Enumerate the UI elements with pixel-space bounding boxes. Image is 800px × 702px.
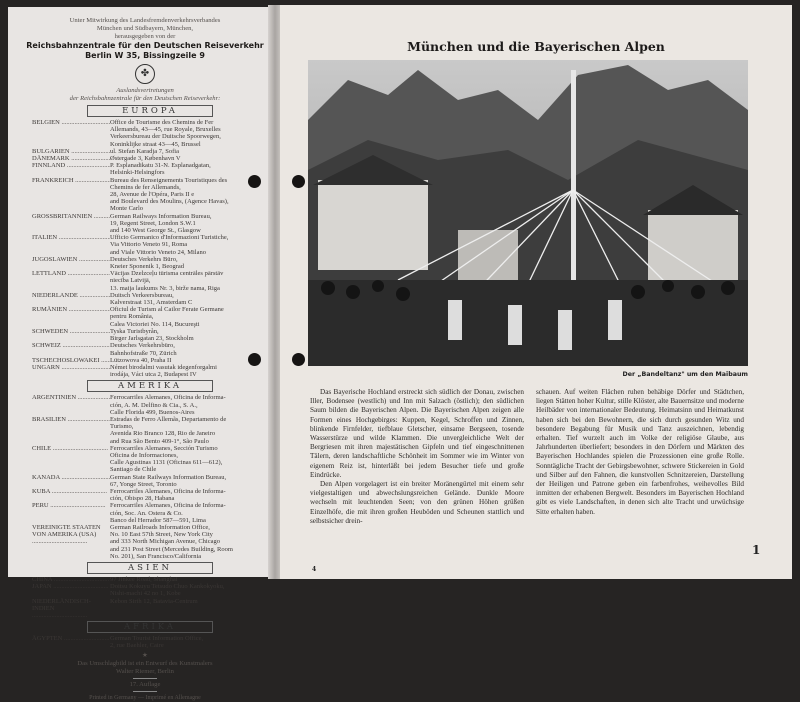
agency-address: Østergade 3, København V: [110, 155, 181, 163]
agency-entry: [32, 635, 268, 649]
agency-entry: [32, 342, 268, 356]
agency-entry: [32, 234, 268, 256]
agency-address: 97 Jinkee Road, Shanghai: [110, 575, 178, 583]
agency-list: [32, 105, 268, 650]
agency-entry: [32, 357, 268, 364]
text-column-left: [310, 388, 524, 526]
agency-address: Lützowova 40, Praha II: [110, 356, 172, 364]
agency-address: Ferrocarriles Alemanes, Oficina de Informa- ción, A. M. Delfino & Cia., S. A., Calle Florida 499, Buenos-Aires: [110, 394, 226, 416]
agency-entry: [32, 474, 268, 488]
agency-address: German State Railways Information Bureau, 67, Yonge Street, Toronto: [110, 473, 227, 488]
country-name: JAPAN .....: [32, 583, 110, 597]
agency-address: Deutsches Verkehrs Büro, Kneier Sponenik 1, Beograd: [110, 255, 185, 271]
agencies-heading: Auslandsvertretungen: [116, 87, 174, 94]
agency-address: Office de Tourisme des Chemins de Fer Allemands, 43—45, rue Royale, Bruxelles Verkeersbureau der Duitsche Spoorwegen, Koninklijke straat 43—45, Brussel: [110, 119, 221, 148]
country-name: KANADA .....: [32, 474, 110, 488]
publisher-block: [18, 17, 272, 702]
region-heading: AFRIKA: [87, 621, 213, 633]
maypole-dance-photo: [308, 60, 748, 366]
agency-entry: [32, 524, 268, 560]
agency-address: Bureau des Renseignements Touristiques des Chemins de fer Allemands, 28, Avenue de l'Opéra, Paris II e and Boulevard des Moulins, (Agence Havas), Monte Carlo: [110, 176, 229, 213]
agency-entry: [32, 306, 268, 328]
agency-entry: [32, 177, 268, 213]
rdv-emblem-icon: ✤: [135, 64, 155, 84]
printed-note: Printed in Germany — Imprimé en Allemagne: [89, 694, 201, 701]
agency-address: Kebon Sirih 12, Batavia-Centrum: [110, 597, 198, 605]
country-name: RUMÄNIEN .....: [32, 306, 110, 328]
country-name: ARGENTINIEN .....: [32, 394, 110, 416]
country-name: NIEDERLÄNDISCH-INDIEN .....: [32, 598, 110, 620]
page-number: 1: [752, 543, 761, 557]
publisher-address: Berlin W 35, Bissingzeile 9: [85, 51, 205, 60]
punch-hole: [292, 175, 305, 188]
agency-entry: [32, 445, 268, 474]
punch-hole: [248, 353, 261, 366]
country-name: SCHWEIZ .....: [32, 342, 110, 356]
agency-address: Estradas de Ferro Allemãs, Departamento de Turismo, Avenida Rio Branco 128, Rio de Janeiro and Rua São Bento 409-1°, São Paulo: [110, 415, 227, 445]
region-heading: ASIEN: [87, 562, 213, 574]
country-name: UNGARN .....: [32, 364, 110, 378]
cover-credit-artist: Walter Riemer, Berlin: [116, 667, 174, 675]
right-page: [280, 5, 792, 579]
edition: 17. Auflage: [129, 680, 161, 688]
agency-entry: [32, 119, 268, 148]
paragraph: schauen. Auf weiten Flächen ruhen behäbige Dörfer und Städtchen, liegen Stätten hoher Kultur, stille Klöster, alte Bauernsitze und moderne Heilbäder von internationaler Bedeutung. Heimatsinn und Heimatkunst haben sich bei den Bewohnern, die sich durch gesunden Witz und besondere Begabung für Musik und Tanz auszeichnen, lebendig erhalten. Tief wurzelt auch im Volke der religiöse Glaube, aus Jahrhunderten überliefert; besonders in den Dörfern und Märkten des Bayerischen Hochlandes spielen die Prozessionen eine große Rolle. Sonntägliche Tracht der Gebirgsbewohner, schwere Stickereien in Gold und Silber auf den Fahnen, die kunstvollen Schnitzereien, Darstellung der Heiligen und Patrone geben ein farbenfrohes, weihevolles Bild inmitten der erhabenen Bergwelt. Besonders im Bayerischen Hochland gibt es viele Landschaften, in denen sich alte Tracht und urwüchsige Sitte erhalten haben.: [536, 388, 744, 516]
left-page: [8, 7, 274, 701]
country-name: ÄGYPTEN .....: [32, 635, 110, 649]
publisher-name: Reichsbahnzentrale für den Deutschen Reiseverkehr: [26, 41, 264, 50]
agency-entry: [32, 162, 268, 176]
agency-address: Ferrocarriles Alemanes, Sección Turismo Oficina de Informaciones, Calle Agustinas 1131 (Oficinas 611—612), Santiago de Chile: [110, 444, 223, 474]
agency-address: Vācijas Dzelzceļu tūrisma centrāles pārstāv niecība Latvijā, 13. maija laukums Nr. 3, birže nama, Riga: [110, 270, 224, 292]
punch-hole: [292, 353, 305, 366]
star-divider: ★: [142, 651, 148, 659]
country-name: FINNLAND .....: [32, 162, 110, 176]
country-name: GROSSBRITANNIEN .....: [32, 213, 110, 235]
country-name: SCHWEDEN .....: [32, 328, 110, 342]
agency-entry: [32, 213, 268, 235]
photo-caption: Der „Bandeltanz" um den Maibaum: [622, 371, 748, 378]
agency-entry: [32, 502, 268, 524]
country-name: DÄNEMARK .....: [32, 155, 110, 162]
country-name: JUGOSLAWIEN .....: [32, 256, 110, 270]
country-name: BULGARIEN .....: [32, 148, 110, 155]
punch-hole: [248, 175, 261, 188]
paragraph: Den Alpen vorgelagert ist ein breiter Moränengürtel mit einem sehr vielgestaltigen und abwechslungsreichen Gelände. Dunkle Moore wechseln mit leuchtenden Seen; von den grünen Höhen grüßen Einzelhöfe, die mit ihren großen Heuböden und Scheunen stattlich und selbstsicher drein-: [310, 480, 524, 525]
publisher-line: Unter Mitwirkung des Landesfremdenverkehrsverbandes: [69, 17, 221, 24]
page-title: München und die Bayerischen Alpen: [407, 39, 665, 54]
footer-mark: 4: [312, 566, 317, 573]
agency-address: Ufficio Germanico d'Informazioni Turistiche, Via Vittorio Veneto 91, Roma and Viale Vittorio Veneto 24, Milano: [110, 234, 229, 256]
agency-address: Duitsch Verkeersbureau, Kalverstraat 131, Amsterdam C: [110, 291, 193, 307]
country-name: KUBA .....: [32, 488, 110, 502]
country-name: BRASILIEN .....: [32, 416, 110, 445]
publisher-line: München und Südbayern, München,: [96, 25, 194, 32]
country-name: FRANKREICH .....: [32, 177, 110, 213]
text-column-right: [536, 388, 744, 517]
agency-entry: [32, 416, 268, 445]
agency-address: Deutsches Verkehrsbüro, Bahnhofstraße 70, Zürich: [110, 342, 177, 357]
country-name: BELGIEN .....: [32, 119, 110, 148]
country-name: CHILE .....: [32, 445, 110, 474]
country-name: PERU .....: [32, 502, 110, 524]
country-name: CHINA .....: [32, 576, 110, 583]
agency-entry: [32, 598, 268, 620]
agency-entry: [32, 256, 268, 270]
country-name: TSCHECHOSLOWAKEI .....: [32, 357, 110, 364]
agency-address: Tyska Turistbyrån, Birger Jarlsgatan 23, Stockholm: [110, 327, 194, 343]
country-name: LETTLAND .....: [32, 270, 110, 292]
country-name: VEREINIGTE STAATEN VON AMERIKA (USA) .....: [32, 524, 110, 560]
paragraph: Das Bayerische Hochland erstreckt sich südlich der Donau, zwischen Iller, Bodensee (westlich) und Inn mit Salzach (östlich); den südlichen Saum bilden die Bayerischen Alpen. Die Bayerischen Alpen zeigen alle Formen eines Hochgebirges: Kuppen, Kegel, Schroffen und Zinnen, blinkende Firnfelder, tiefblaue Gletscher, einsame Bergseen, tosende Wasserstürze und wilde Klammen. Die unvergleichliche Welt der Bergriesen mit ihren majestätischen Gipfeln und tief eingeschnittenen Tälern, deren landschaftliche Schönheit im Sommer wie im Winter von eigenem Reiz ist, hinterläßt bei jedem Besucher tiefe und große Eindrücke.: [310, 388, 524, 479]
agency-address: P. Esplanadikatu 31-N. Esplanadgatan, Helsinki-Helsingfors: [110, 162, 211, 177]
agency-address: Ferrocarriles Alemanes, Oficina de Informa- ción, Obispo 28, Habana: [110, 487, 226, 503]
agency-entry: [32, 148, 268, 155]
cover-credit: Das Umschlagbild ist ein Entwurf des Kunstmalers: [77, 659, 213, 667]
agency-address: Oficiul de Turism al Cailor Ferate Germane pentru România, Calea Victoriei No. 114, Bucureşti: [110, 306, 224, 328]
country-name: ITALIEN .....: [32, 234, 110, 256]
agency-address: ul. Stefan Karadja 7, Sofia: [110, 147, 179, 155]
agency-address: German Railroads Information Office, No. 10 East 57th Street, New York City and 333 North Michigan Avenue, Chicago and 231 Post Street (Mercedes Building, Room No. 201), San Francisco/California: [110, 523, 233, 560]
agency-address: Doitsu Kokuyu Tetsudo Chuo Kankokyoku, Nishi-machi 42 no 1, Kobe: [110, 583, 225, 598]
agency-entry: [32, 328, 268, 342]
region-heading: EUROPA: [87, 105, 213, 117]
agency-entry: [32, 292, 268, 306]
agency-address: German Railways Information Bureau, 19, Regent Street, London S.W.1 and 140 West George St., Glasgow: [110, 212, 212, 235]
agency-entry: [32, 394, 268, 416]
agency-entry: [32, 155, 268, 162]
agency-address: Ferrocarriles Alemanes, Oficina de Informa- ción, Soc. An. Ostera & Co. Banco del Herrador 587—591, Lima: [110, 502, 226, 524]
agency-entry: [32, 488, 268, 502]
agency-entry: [32, 364, 268, 378]
country-name: NIEDERLANDE .....: [32, 292, 110, 306]
agency-entry: [32, 576, 268, 583]
agency-address: German Tourist Information Office, 2, rue Baehler, Caire: [110, 635, 204, 650]
agency-entry: [32, 270, 268, 292]
agency-address: Német birodalmi vasutak idegenforgalmi irodája, Váci utca 2, Budapest IV: [110, 363, 217, 379]
agencies-subheading: der Reichsbahnzentrale für den Deutschen Reiseverkehr:: [69, 95, 221, 102]
agency-entry: [32, 583, 268, 597]
region-heading: AMERIKA: [87, 380, 213, 392]
publisher-line: herausgegeben von der: [114, 33, 176, 40]
